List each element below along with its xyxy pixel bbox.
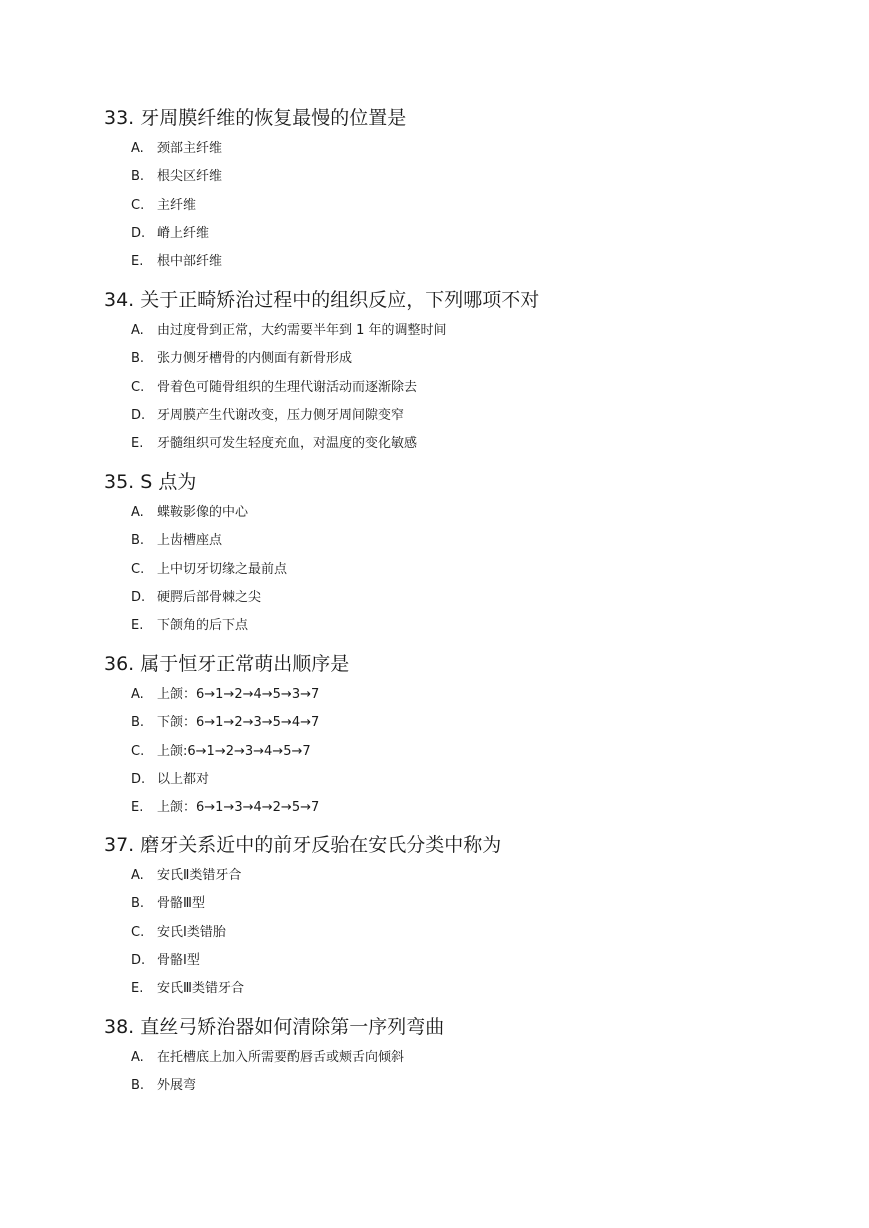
option-a [131,685,824,705]
option-b [131,531,824,551]
question-36 [104,651,824,826]
option-list [131,139,824,272]
option-text: 安氏Ⅰ类错胎 [157,924,226,940]
option-letter: E. [131,436,144,452]
option-a [131,321,824,341]
option-letter: B. [131,351,145,367]
option-text: 张力侧牙槽骨的内侧面有新骨形成 [157,351,353,367]
question-33 [104,105,824,280]
option-text: 蝶鞍影像的中心 [157,505,249,520]
option-text: 在托槽底上加入所需要酌唇舌或颊舌向倾斜 [157,1050,405,1065]
option-text: 根中部纤维 [157,254,223,270]
question-title: 35. S 点为 [104,471,197,493]
option-text: 骨骼Ⅲ型 [157,896,205,912]
option-list [131,866,824,999]
option-letter: B. [131,715,145,731]
option-letter: D. [131,771,146,787]
option-b [131,713,824,733]
option-text: 嵴上纤维 [157,225,210,241]
option-text: 骨骼Ⅰ型 [157,952,200,968]
question-37 [104,832,824,1007]
option-c [131,923,824,943]
question-title: 33. 牙周膜纤维的恢复最慢的位置是 [104,107,407,129]
question-title: 34. 关于正畸矫治过程中的组织反应，下列哪项不对 [104,289,540,311]
option-letter: D. [131,589,146,605]
option-letter: A. [131,1050,144,1065]
option-text: 外展弯 [157,1078,197,1094]
option-d [131,951,824,971]
option-letter: A. [131,505,144,520]
option-a [131,1048,824,1068]
question-35 [104,469,824,644]
option-letter: B. [131,896,145,912]
option-e [131,434,824,454]
option-letter: E. [131,618,144,634]
option-text: 以上都对 [157,771,210,787]
option-text: 下颌角的后下点 [157,618,249,634]
option-b [131,349,824,369]
option-list [131,321,824,454]
option-list [131,503,824,636]
option-b [131,167,824,187]
option-letter: C. [131,561,145,577]
option-e [131,252,824,272]
option-letter: B. [131,169,145,185]
option-text: 硬腭后部骨棘之尖 [157,589,262,605]
option-text: 上颌：6→1→3→4→2→5→7 [157,800,320,816]
option-text: 上颌:6→1→2→3→4→5→7 [157,743,311,759]
option-text: 安氏Ⅲ类错牙合 [157,981,244,997]
option-list [131,1048,824,1096]
option-text: 颈部主纤维 [157,141,223,156]
option-letter: D. [131,225,146,241]
option-letter: A. [131,687,144,702]
option-letter: D. [131,407,146,423]
question-38 [104,1014,824,1105]
option-d [131,406,824,426]
option-text: 由过度骨到正常，大约需要半年到 1 年的调整时间 [157,323,447,338]
option-e [131,979,824,999]
option-text: 安氏Ⅱ类错牙合 [157,868,242,883]
option-letter: E. [131,254,144,270]
option-text: 根尖区纤维 [157,169,223,185]
option-letter: B. [131,533,145,549]
option-letter: C. [131,197,145,213]
option-c [131,560,824,580]
option-d [131,770,824,790]
question-title: 37. 磨牙关系近中的前牙反骀在安氏分类中称为 [104,834,502,856]
option-letter: E. [131,800,144,816]
option-letter: C. [131,924,145,940]
option-c [131,742,824,762]
option-d [131,588,824,608]
option-text: 骨着色可随骨组织的生理代谢活动而逐渐除去 [157,379,418,395]
option-letter: B. [131,1078,145,1094]
option-text: 牙髓组织可发生轻度充血，对温度的变化敏感 [157,436,418,452]
option-text: 主纤维 [157,197,197,213]
option-e [131,798,824,818]
option-b [131,894,824,914]
question-title: 38. 直丝弓矫治器如何清除第一序列弯曲 [104,1016,445,1038]
option-d [131,224,824,244]
option-text: 牙周膜产生代谢改变，压力侧牙周间隙变窄 [157,407,405,423]
option-b [131,1076,824,1096]
option-c [131,196,824,216]
option-letter: A. [131,141,144,156]
option-letter: D. [131,952,146,968]
option-text: 上齿槽座点 [157,533,223,549]
option-text: 下颌：6→1→2→3→5→4→7 [157,715,320,731]
option-letter: A. [131,868,144,883]
option-letter: C. [131,743,145,759]
option-c [131,378,824,398]
option-a [131,139,824,159]
option-a [131,503,824,523]
option-text: 上中切牙切缘之最前点 [157,561,288,577]
option-a [131,866,824,886]
option-text: 上颌：6→1→2→4→5→3→7 [157,687,320,702]
option-letter: A. [131,323,144,338]
option-letter: C. [131,379,145,395]
question-34 [104,287,824,462]
question-title: 36. 属于恒牙正常萌出顺序是 [104,653,350,675]
option-list [131,685,824,818]
option-letter: E. [131,981,144,997]
option-e [131,616,824,636]
